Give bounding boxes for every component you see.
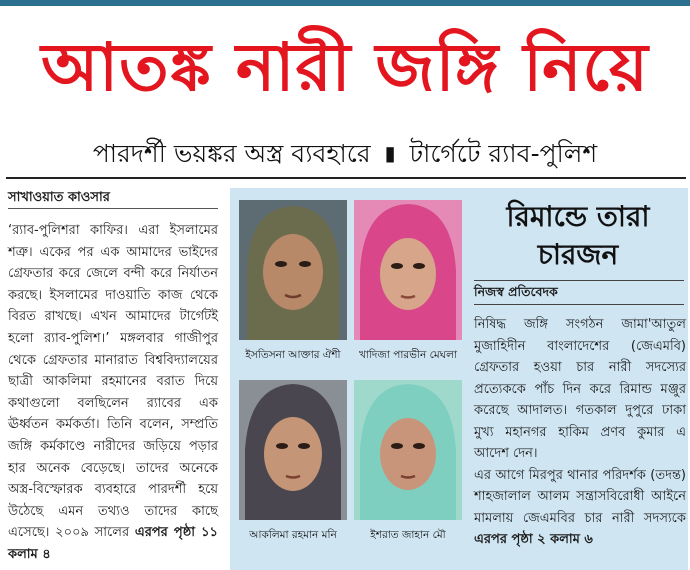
photo-suspect-2: [354, 200, 462, 340]
subheadline-separator: ▮: [384, 141, 396, 165]
side-story-continued: এরপর পৃষ্ঠা ২ কলাম ৬: [474, 532, 593, 547]
byline-divider: [8, 208, 218, 209]
side-story-title-line1: রিমান্ডে তারা: [506, 200, 650, 233]
caption-suspect-2: খাদিজা পারভীন মেঘলা: [358, 349, 458, 361]
side-story-paragraph-1: নিষিদ্ধ জঙ্গি সংগঠন জামা'আতুল মুজাহিদীন বাংলাদেশের (জেএমবি) গ্রেফতার হওয়া চার নারী সদস্যের প্রত্যেককে পাঁচ দিন করে রিমান্ড মঞ্জুর করেছে আদালত। গতকাল দুপুরে ঢাকা মুখ্য মহানগর হাকিম প্রণব কুমার এ আদেশ দেন।: [474, 317, 686, 461]
portrait-1: [239, 200, 347, 340]
photo-suspect-3: [239, 380, 347, 520]
side-story: [474, 314, 686, 551]
subheadline: [0, 128, 690, 179]
side-story-title-line2: চারজন: [537, 238, 619, 271]
side-story-reporter: নিজস্ব প্রতিবেদক: [474, 284, 558, 299]
byline: সাখাওয়াত কাওসার: [8, 190, 110, 205]
side-story-paragraph-2: এর আগে মিরপুর থানার পরিদর্শক (তদন্ত) শাহজালাল আলম সন্ত্রাসবিরোধী আইনে মামলায় জেএমবির চার নারী সদস্যকে: [474, 467, 686, 526]
portrait-4: [354, 380, 462, 520]
main-story: [8, 220, 218, 566]
portrait-2: [354, 200, 462, 340]
top-color-band: [0, 0, 690, 6]
subheadline-part1: পারদর্শী ভয়ঙ্কর অস্ত্র ব্যবহারে: [92, 139, 371, 168]
headline: আতঙ্ক নারী জঙ্গি নিয়ে: [41, 29, 649, 106]
subheadline-part2: টার্গেটে র‍্যাব-পুলিশ: [409, 139, 598, 168]
section-divider: [6, 177, 686, 179]
side-title-divider: [474, 280, 684, 281]
reporter-divider: [474, 304, 684, 305]
caption-suspect-1: ইসতিসনা আক্তার ঐশী: [245, 349, 341, 361]
caption-suspect-3: আকলিমা রহমান মনি: [249, 529, 337, 541]
side-story-title: [470, 198, 686, 274]
photo-suspect-1: [239, 200, 347, 340]
portrait-3: [239, 380, 347, 520]
caption-suspect-4: ইশরাত জাহান মৌ: [370, 529, 446, 541]
main-story-body: ‘র‍্যাব-পুলিশরা কাফির। এরা ইসলামের শত্রু। একের পর এক আমাদের ভাইদের গ্রেফতার করে জেলে বন্দী করে নির্যাতন করছে। ইসলামের দাওয়াতি কাজ থেকে বিরত রাখছে। এখন আমাদের টার্গেটই হলো র‍্যাব-পুলিশ।’ মঙ্গলবার গাজীপুর থেকে গ্রেফতার মানারাত বিশ্ববিদ্যালয়ের ছাত্রী আকলিমা রহমানের বরাত দিয়ে কথাগুলো বলছিলেন র‍্যাবের এক ঊর্ধ্বতন কর্মকর্তা। তিনি বলেন, সম্প্রতি জঙ্গি কর্মকাণ্ডে নারীদের জড়িয়ে পড়ার হার অনেক বেড়েছে। তাদের অনেকে অস্ত্র-বিস্ফোরক ব্যবহারে পারদর্শী হয়ে উঠেছে এমন তথ্যও তাদের কাছে এসেছে। ২০০৯ সালের: [8, 223, 218, 541]
main-story-continued: এরপর পৃষ্ঠা ১১ কলাম ৪: [8, 525, 218, 562]
photo-suspect-4: [354, 380, 462, 520]
